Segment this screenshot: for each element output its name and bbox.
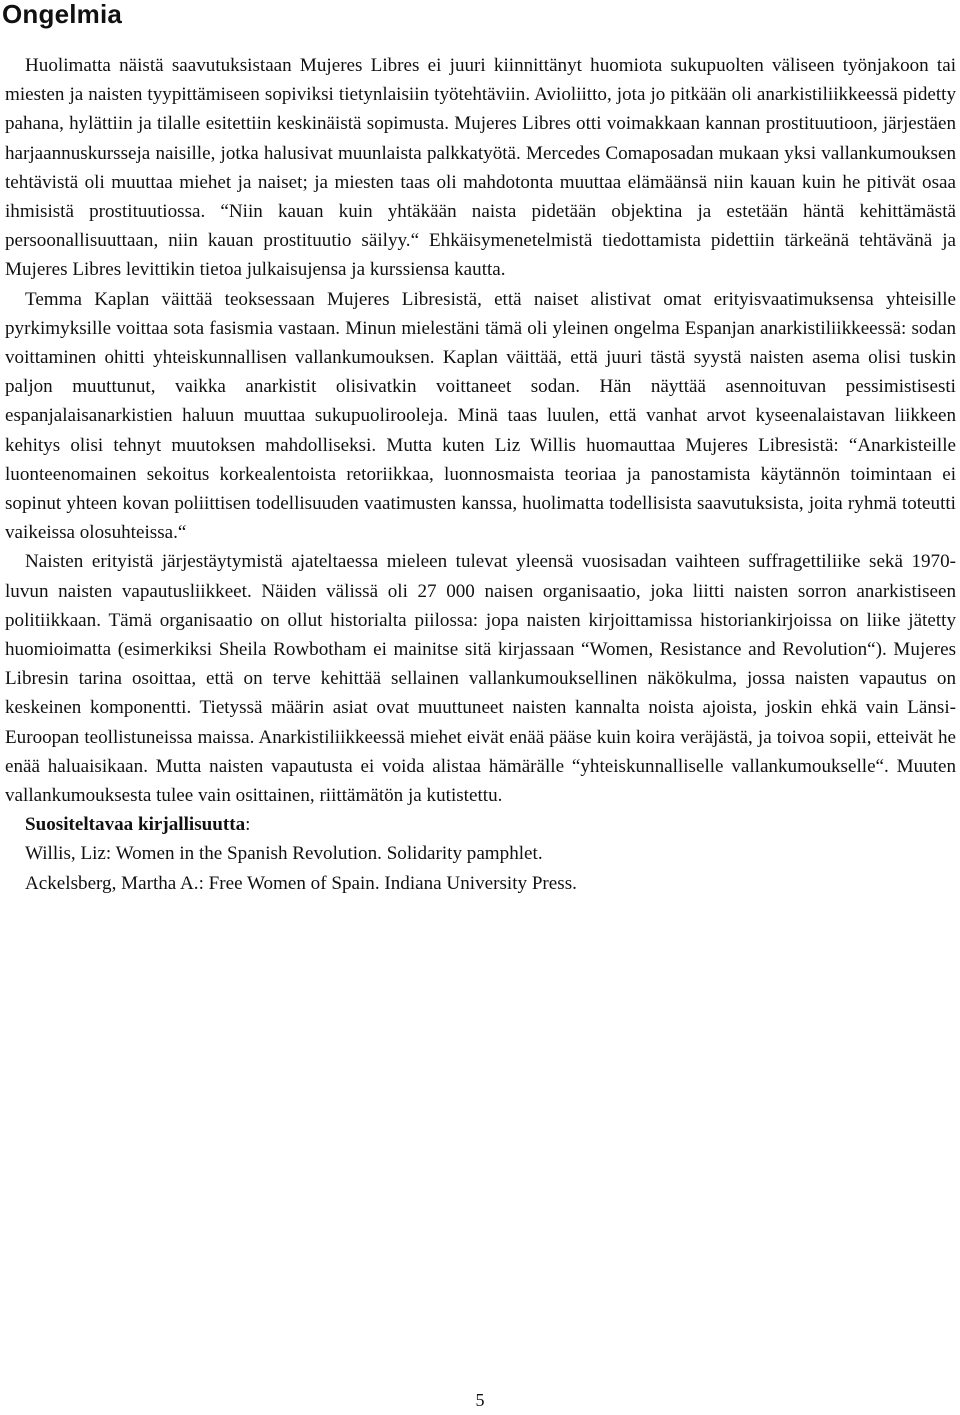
page-number: 5 <box>475 1390 485 1410</box>
literature-item: Willis, Liz: Women in the Spanish Revolution. Solidarity pamphlet. <box>25 843 543 865</box>
paragraph: Temma Kaplan väittää teoksessaan Mujeres Libresistä, että naiset alistivat omat erityisvaatimuksensa yhteisille pyrkimyksille voittaa sota fasismia vastaan. Minun mielestäni tämä oli yleinen ongelma Espanjan anarkistiliikkeessä: sodan voittaminen ohitti yhteiskunnallisen vallankumouksen. Kaplan väittää, että juuri tästä syystä naisten asema olisi tuskin paljon muuttunut, vaikka anarkistit olisivatkin voittaneet sodan. Hän näyttää asennoituvan pessimistisesti espanjalaisanarkistien haluun muuttaa sukupuolirooleja. Minä taas luulen, että vanhat arvot kyseenalaistavan liikkeen kehitys olisi tehnyt muutoksen mahdolliseksi. Mutta kuten Liz Willis huomauttaa Mujeres Libresistä: “Anarkisteille luonteenomainen sekoitus korkealentoista retoriikkaa, luonnosmaista teoriaa ja panostamista käytännön toimintaan ei sopinut yhteen kovan poliittisen todellisuuden vaatimusten kanssa, huolimatta todellisista saavutuksista, joita ryhmä toteutti vaikeissa olosuhteissa.“ <box>5 288 956 544</box>
body-text <box>5 51 956 898</box>
paragraph: Huolimatta näistä saavutuksistaan Mujeres Libres ei juuri kiinnittänyt huomiota sukupuolten väliseen työnjakoon tai miesten ja naisten tyypittämiseen sopiviksi tietynlaisiin työtehtäviin. Avioliitto, jota jo pitkään oli anarkistiliikkeessä pidetty pahana, hylättiin ja tilalle esitettiin keskinäistä sopimusta. Mujeres Libres otti voimakkaan kannan prostituutioon, järjestäen harjaannuskursseja naisille, jotka halusivat muunlaista palkkatyötä. Mercedes Comaposadan mukaan yksi vallankumouksen tehtävistä oli muuttaa miehet ja naiset; ja miesten taas oli mahdotonta muuttaa elämäänsä niin kauan kuin he pitivät osaa ihmisistä prostituutiossa. “Niin kauan kuin yhtäkään naista pidetään objektina ja estetään häntä kehittämästä persoonallisuuttaan, niin kauan prostituutio säilyy.“ Ehkäisymenetelmistä tiedottamista pidettiin tärkeänä tehtävänä ja Mujeres Libres levittikin tietoa julkaisujensa ja kurssiensa kautta. <box>5 55 956 281</box>
literature-heading-label: Suositeltavaa kirjallisuutta <box>25 814 246 836</box>
section-heading: Ongelmia <box>2 0 123 29</box>
paragraph: Naisten erityistä järjestäytymistä ajateltaessa mieleen tulevat yleensä vuosisadan vaihteen suffragettiliike sekä 1970-luvun naisten vapautusliikkeet. Näiden välissä oli 27 000 naisen organisaatio, joka liitti naisten sorron anarkistiseen politiikkaan. Tämä organisaatio on ollut historialta piilossa: jopa naisten kirjoittamissa historiankirjoissa on liike jätetty huomioimatta (esimerkiksi Sheila Rowbotham ei mainitse sitä kirjassaan “Women, Resistance and Revolution“). Mujeres Libresin tarina osoittaa, että on terve kehittää sellainen vallankumouksellinen näkökulma, jossa naisten vapautus on keskeinen komponentti. Tietyssä määrin asiat ovat muuttuneet naisten kannalta noista ajoista, joskin ehkä vain Länsi-Euroopan teollistuneissa maissa. Anarkistiliikkeessä miehet eivät enää pääse kuin koira veräjästä, ja toivoa sopii, etteivät he enää haluaisikaan. Mutta naisten vapautusta ei voida alistaa hämärälle “yhteiskunnalliselle vallankumoukselle“. Muuten vallankumouksesta tulee vain osittainen, riittämätön ja kutistettu. <box>5 551 956 807</box>
literature-heading-colon: : <box>245 814 251 836</box>
literature-item: Ackelsberg, Martha A.: Free Women of Spain. Indiana University Press. <box>25 872 577 894</box>
literature-heading <box>5 810 956 839</box>
